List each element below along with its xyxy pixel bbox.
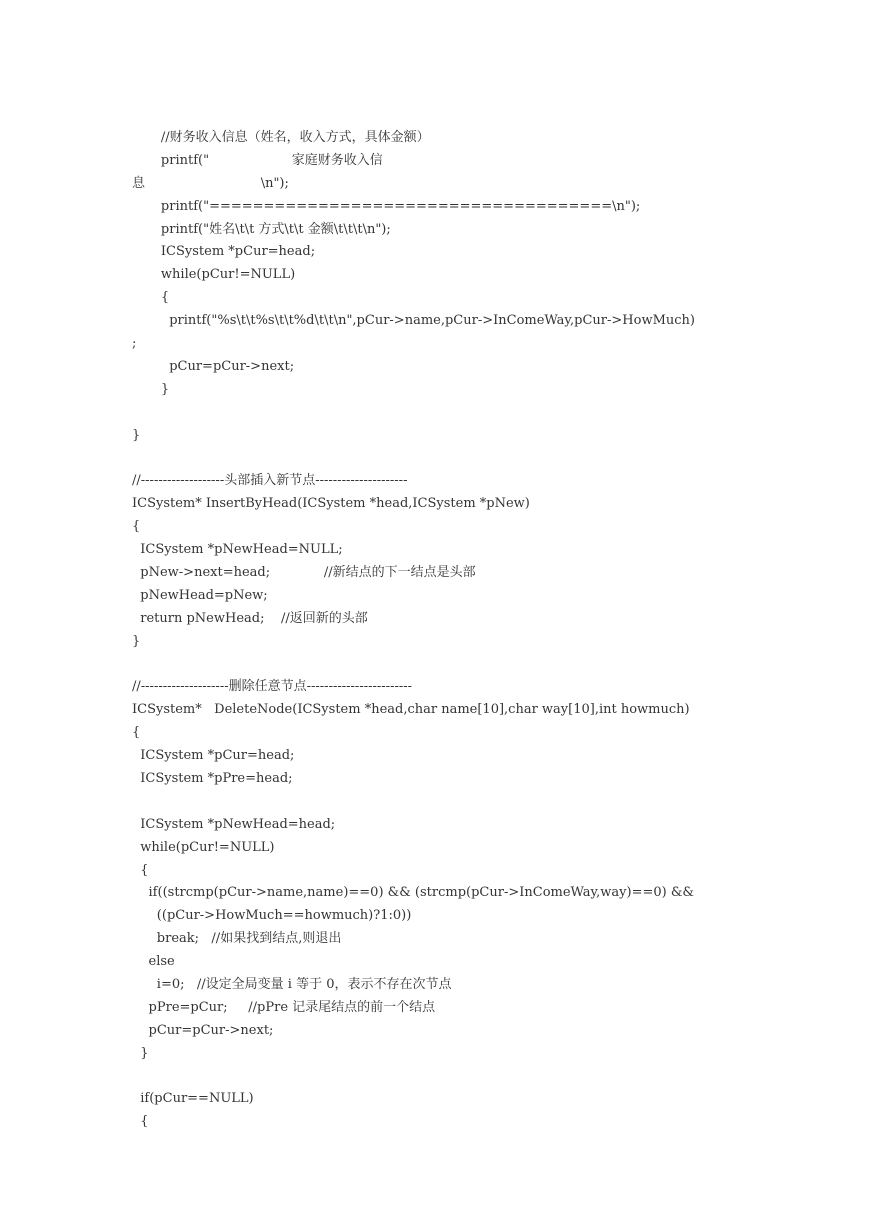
code-line: if(pCur==NULL)	[132, 1091, 254, 1107]
code-line: {	[132, 862, 149, 878]
code-line: ICSystem *pNewHead=head;	[132, 816, 336, 832]
code-line: //--------------------删除任意节点------------------------	[132, 679, 413, 695]
code-line: }	[132, 633, 141, 649]
code-line	[132, 447, 852, 470]
code-line: printf("=====================================\n");	[132, 198, 641, 214]
code-line: ICSystem *pNewHead=NULL;	[132, 542, 343, 558]
code-line	[132, 791, 852, 814]
code-line: pNewHead=pNew;	[132, 587, 268, 603]
code-line: else	[132, 954, 175, 970]
code-line: printf("姓名\t\t 方式\t\t 金额\t\t\t\n");	[132, 221, 391, 237]
code-line: //财务收入信息（姓名，收入方式，具体金额）	[132, 130, 430, 145]
code-line: ICSystem* DeleteNode(ICSystem *head,char name[10],char way[10],int howmuch)	[132, 702, 690, 718]
code-line: {	[132, 725, 141, 741]
code-line: pPre=pCur; //pPre 记录尾结点的前一个结点	[132, 999, 436, 1015]
code-line: ICSystem *pCur=head;	[132, 244, 316, 260]
code-line: pCur=pCur->next;	[132, 358, 295, 374]
code-line: break; //如果找到结点,则退出	[132, 931, 342, 947]
code-line: }	[132, 427, 141, 443]
code-line: //-------------------头部插入新节点---------------------	[132, 473, 408, 489]
code-line: }	[132, 381, 170, 397]
code-block	[132, 127, 852, 1134]
code-line: {	[132, 290, 170, 306]
code-line: {	[132, 519, 141, 535]
code-line: if((strcmp(pCur->name,name)==0) && (strcmp(pCur->InComeWay,way)==0) &&	[132, 885, 694, 901]
code-line: ICSystem* InsertByHead(ICSystem *head,ICSystem *pNew)	[132, 496, 530, 512]
code-line: ;	[132, 336, 137, 352]
code-line: 息 \n");	[132, 175, 289, 191]
code-line: {	[132, 1114, 149, 1130]
code-line: ICSystem *pPre=head;	[132, 770, 293, 786]
code-line: ((pCur->HowMuch==howmuch)?1:0))	[132, 908, 412, 924]
code-line: pNew->next=head; //新结点的下一结点是头部	[132, 564, 476, 580]
code-line: while(pCur!=NULL)	[132, 839, 275, 855]
code-line	[132, 402, 852, 425]
code-line	[132, 1066, 852, 1089]
code-line: return pNewHead; //返回新的头部	[132, 610, 368, 626]
code-line: printf(" 家庭财务收入信	[132, 152, 383, 168]
code-line: pCur=pCur->next;	[132, 1022, 274, 1038]
code-line	[132, 653, 852, 676]
code-line: printf("%s\t\t%s\t\t%d\t\t\n",pCur->name,pCur->InComeWay,pCur->HowMuch)	[132, 313, 695, 329]
code-line: i=0; //设定全局变量 i 等于 0，表示不存在次节点	[132, 976, 452, 992]
code-line: while(pCur!=NULL)	[132, 267, 296, 283]
code-line: }	[132, 1045, 149, 1061]
code-line: ICSystem *pCur=head;	[132, 748, 295, 764]
